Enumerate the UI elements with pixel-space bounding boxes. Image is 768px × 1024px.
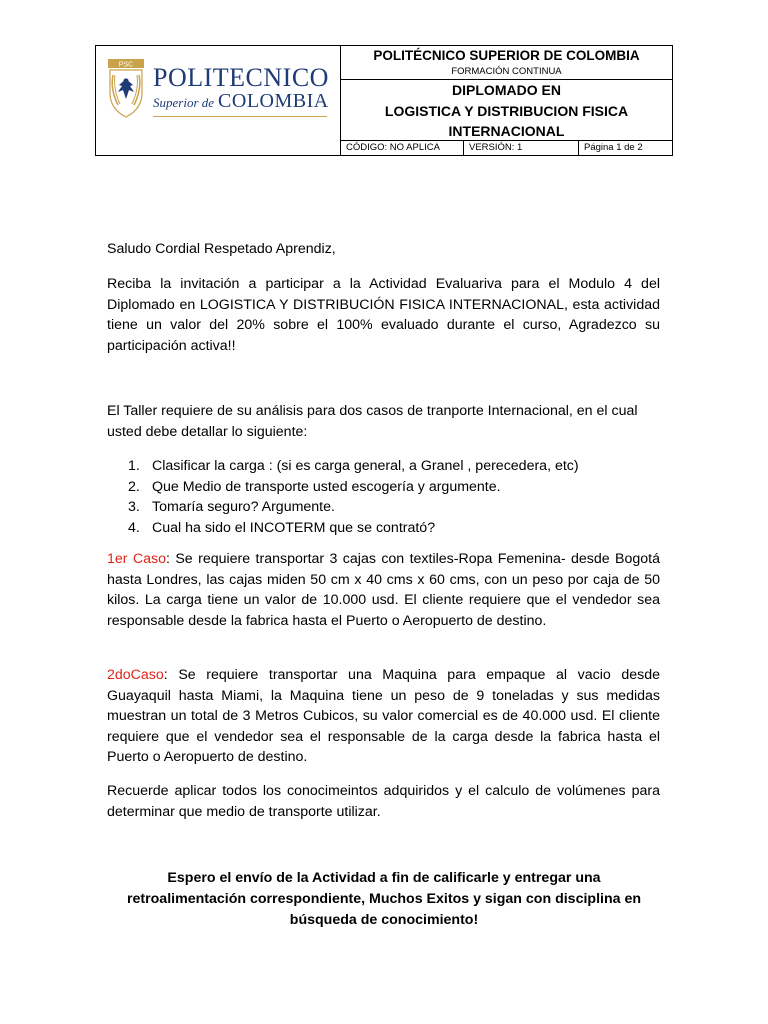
task-intro-paragraph: El Taller requiere de su análisis para dos casos de tranporte Internacional, en el cual usted debe detallar lo siguiente:: [107, 403, 638, 440]
logo-divider: [153, 116, 327, 117]
list-item: [128, 518, 668, 539]
page-number: Página 1 de 2: [584, 142, 643, 153]
list-item-text: Tomaría seguro? Argumente.: [152, 499, 335, 515]
list-item: [128, 477, 668, 498]
logo-wordmark-large: COLOMBIA: [218, 90, 329, 112]
closing-line-3: búsqueda de conocimiento!: [289, 912, 479, 928]
institution-logo: [96, 46, 341, 155]
case-1-paragraph: [107, 549, 660, 631]
header-institution-cell: [341, 46, 672, 80]
program-title-line3: INTERNACIONAL: [448, 123, 565, 139]
case-2-text: : Se requiere transportar una Maquina para empaque al vacio desde Guayaquil hasta Miami, la Maquina tiene un peso de 9 toneladas y sus medidas muestran un total de 3 Metros Cubicos, su valor comercial es de 40.000 usd. El cliente requiere que el vendedor sea el responsable de la carga desde la fabrica hasta el Puerto o Aeropuerto de destino.: [107, 667, 660, 765]
case-1-text: : Se requiere transportar 3 cajas con textiles-Ropa Femenina- desde Bogotá hasta Londres, las cajas miden 50 cm x 40 cms x 60 cms, con un peso por caja de 50 kilos. La carga tiene un valor de 10.000 usd. El cliente requiere que el vendedor sea responsable desde la fabrica hasta el Puerto o Aeropuerto de destino.: [107, 551, 660, 629]
logo-wordmark-small: Superior de: [153, 95, 215, 110]
document-version: VERSIÓN: 1: [464, 141, 579, 155]
greeting: Saludo Cordial Respetado Aprendiz,: [107, 241, 336, 257]
logo-wordmark-line2: [153, 90, 329, 114]
closing-line-1: Espero el envío de la Actividad a fin de calificarle y entregar una: [167, 870, 601, 886]
list-item-number: 4.: [128, 519, 140, 536]
list-item-number: 2.: [128, 478, 140, 495]
reminder-paragraph: Recuerde aplicar todos los conocimeintos adquiridos y el calculo de volúmenes para determinar que medio de transporte utilizar.: [107, 783, 660, 820]
closing-message: [95, 868, 673, 931]
list-item-number: 3.: [128, 499, 140, 515]
program-title-line2: LOGISTICA Y DISTRIBUCION FISICA: [384, 102, 629, 119]
shield-eagle-icon: [104, 59, 148, 121]
list-item: [128, 497, 668, 518]
program-title: [341, 80, 672, 141]
institution-subtitle: FORMACIÓN CONTINUA: [451, 66, 562, 77]
logo-badge: PSC: [118, 61, 134, 69]
intro-paragraph: Reciba la invitación a participar a la Actividad Evaluariva para el Modulo 4 del Diplomado en LOGISTICA Y DISTRIBUCIÓN FISICA INTERNACIONAL, esta actividad tiene un valor del 20% sobre el 100% evaluado durante el curso, Agradezco su participación activa!!: [107, 276, 660, 354]
task-list: [128, 456, 668, 538]
list-item: [128, 456, 668, 477]
list-item-text: Cual ha sido el INCOTERM que se contrató?: [152, 519, 436, 536]
document-code: CÓDIGO: NO APLICA: [341, 141, 464, 155]
list-item-number: 1.: [128, 458, 140, 474]
list-item-text: Clasificar la carga : (si es carga general, a Granel , perecedera, etc): [152, 458, 579, 474]
program-title-line1: DIPLOMADO EN: [452, 82, 561, 98]
institution-name: POLITÉCNICO SUPERIOR DE COLOMBIA: [373, 48, 640, 63]
logo-wordmark-line1: POLITECNICO: [153, 63, 329, 92]
document-header: [95, 45, 673, 156]
case-2-paragraph: [107, 665, 660, 768]
case-1-label: 1er Caso: [107, 551, 167, 567]
document-meta-row: [341, 141, 672, 155]
header-info: [341, 46, 672, 155]
closing-line-2: retroalimentación correspondiente, Muchos Exitos y sigan con disciplina en: [126, 891, 642, 907]
list-item-text: Que Medio de transporte usted escogería y argumente.: [152, 478, 501, 495]
case-2-label: 2doCaso: [107, 667, 164, 683]
